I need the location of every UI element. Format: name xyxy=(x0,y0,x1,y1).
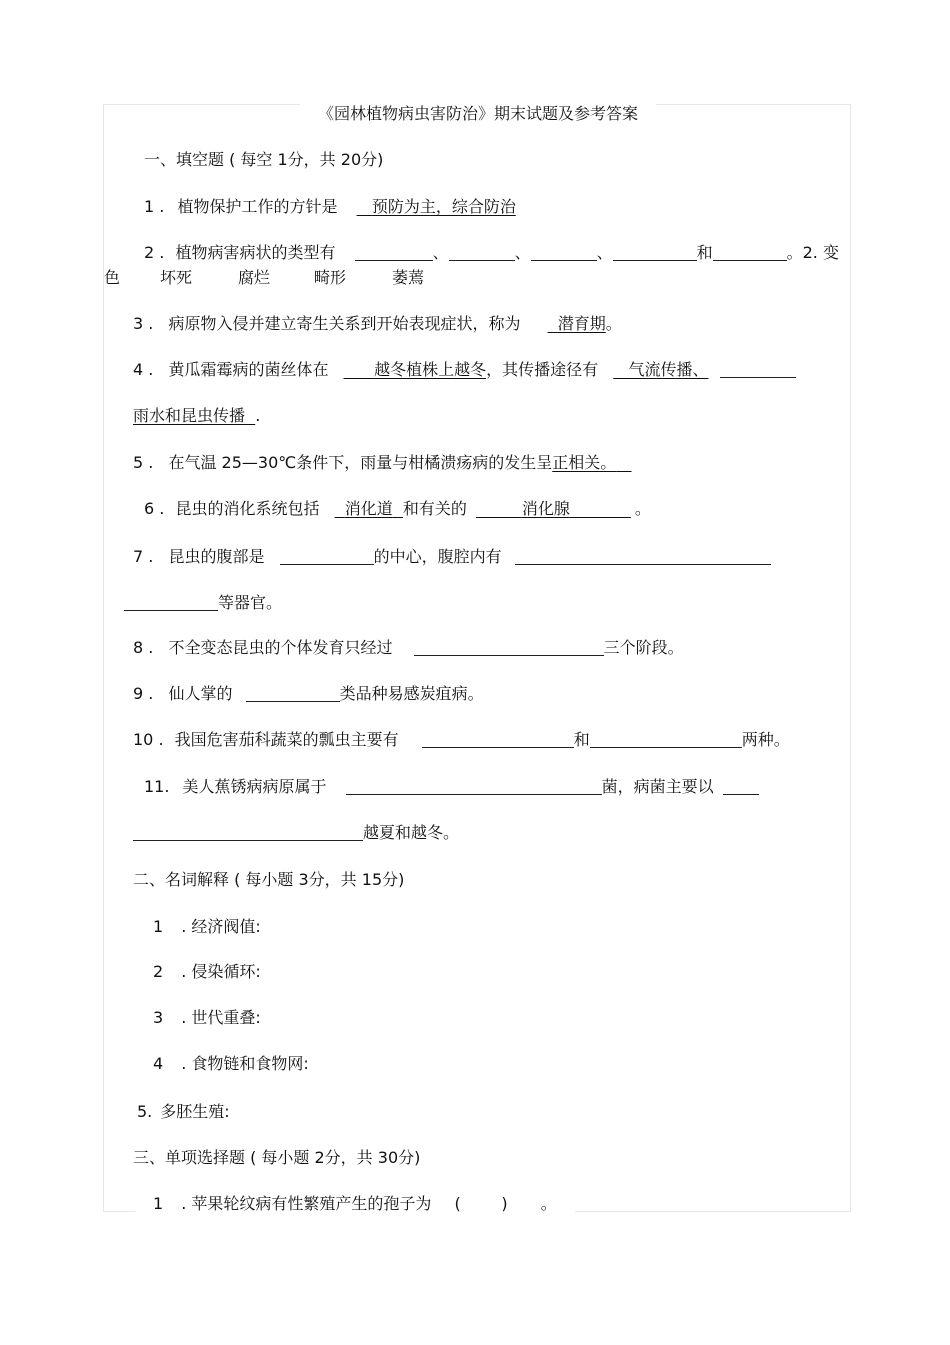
mc-q1-number: 1 xyxy=(153,1194,164,1213)
q7-number: 7 . xyxy=(133,547,154,566)
page-title: 《园林植物病虫害防治》期末试题及参考答案 xyxy=(300,104,656,124)
q2-line xyxy=(144,243,839,263)
q4-line xyxy=(133,360,796,380)
section1-heading: 一、填空题 ( 每空 1分，共 20分) xyxy=(144,150,384,169)
term-3-number: 3 xyxy=(153,1008,164,1027)
section2-heading: 二、名词解释 ( 每小题 3分，共 15分) xyxy=(133,870,405,889)
term-3-text: . 世代重叠: xyxy=(181,1008,261,1027)
term-4-text: . 食物链和食物网: xyxy=(181,1054,309,1073)
q2-answer-5: 萎蔫 xyxy=(392,268,425,287)
q7-blank-3 xyxy=(124,594,218,611)
q8-blank xyxy=(414,639,604,656)
q9-end: 类品种易感炭疽病。 xyxy=(339,684,484,703)
q7-end: 等器官。 xyxy=(218,593,283,612)
q1-answer: 预防为主，综合防治 xyxy=(371,197,516,216)
q5-answer: 正相关。 xyxy=(552,453,617,472)
mc-q1-paren: ( ) xyxy=(454,1194,508,1213)
term-2 xyxy=(153,962,261,982)
q7-line xyxy=(133,547,771,567)
q9-number: 9 . xyxy=(133,684,154,703)
q10-and: 和 xyxy=(573,730,590,749)
term-5 xyxy=(137,1102,230,1122)
q2-blank-1 xyxy=(355,244,433,261)
mc-q1-text: . 苹果轮纹病有性繁殖产生的孢子为 xyxy=(181,1194,432,1213)
mc-q1 xyxy=(135,1194,575,1220)
q8-end: 三个阶段。 xyxy=(603,638,684,657)
q3-line xyxy=(133,314,622,334)
term-1-text: . 经济阀值: xyxy=(181,917,261,936)
term-4 xyxy=(153,1054,309,1074)
q7-mid: 的中心，腹腔内有 xyxy=(373,547,502,566)
q6-number: 6 . xyxy=(144,499,165,518)
q11-line xyxy=(144,777,759,797)
q7-line-2 xyxy=(124,593,282,613)
q10-blank-1 xyxy=(422,731,574,748)
q2-sep-1: 、 xyxy=(432,243,449,262)
q2-answer-1: 色 xyxy=(104,268,121,287)
mc-q1-end: 。 xyxy=(540,1194,557,1213)
term-3 xyxy=(153,1008,261,1028)
q1-line xyxy=(144,197,516,217)
term-1-number: 1 xyxy=(153,917,164,936)
q10-text: 我国危害茄科蔬菜的瓢虫主要有 xyxy=(174,730,399,749)
q10-line xyxy=(133,730,790,750)
q3-text: 病原物入侵并建立寄生关系到开始表现症状，称为 xyxy=(168,314,521,333)
q3-answer: 潜育期 xyxy=(557,314,606,333)
q3-end: 。 xyxy=(605,314,622,333)
q11-blank-1 xyxy=(346,778,602,795)
q3-number: 3 . xyxy=(133,314,154,333)
q10-number: 10 . xyxy=(133,730,164,749)
q2-sep-3: 、 xyxy=(596,243,613,262)
q2-and: 和 xyxy=(696,243,713,262)
q4-mid: ，其传播途径有 xyxy=(486,360,599,379)
q1-number: 1 . xyxy=(144,197,165,216)
q6-answer-1: 消化道 xyxy=(344,499,393,518)
q2-answers xyxy=(104,268,424,288)
q6-line xyxy=(144,499,651,519)
q2-end: 。2. 变 xyxy=(786,243,839,262)
q5-text: 在气温 25—30℃条件下，雨量与柑橘溃疡病的发生呈 xyxy=(168,453,553,472)
q4-text: 黄瓜霜霉病的菌丝体在 xyxy=(168,360,329,379)
q1-text: 植物保护工作的方针是 xyxy=(177,197,338,216)
q5-line xyxy=(133,453,632,473)
q11-mid: 菌，病菌主要以 xyxy=(601,777,714,796)
term-2-number: 2 xyxy=(153,962,164,981)
q6-mid: 和有关的 xyxy=(402,499,467,518)
q4-number: 4 . xyxy=(133,360,154,379)
q8-text: 不全变态昆虫的个体发育只经过 xyxy=(168,638,393,657)
q11-line-2 xyxy=(133,823,459,843)
q2-blank-3 xyxy=(531,244,597,261)
q4-end: . xyxy=(255,406,261,425)
q2-answer-4: 畸形 xyxy=(314,268,347,287)
q7-blank-1 xyxy=(280,548,374,565)
q2-number: 2 . xyxy=(144,243,165,262)
q4-line-2 xyxy=(133,406,260,426)
q4-blank xyxy=(720,361,796,378)
q7-blank-2 xyxy=(515,548,771,565)
q6-answer-2: 消化腺 xyxy=(521,499,570,518)
q2-blank-5 xyxy=(713,244,787,261)
q2-blank-4 xyxy=(613,244,697,261)
section3-heading: 三、单项选择题 ( 每小题 2分，共 30分) xyxy=(133,1148,421,1167)
q2-answer-2: 坏死 xyxy=(160,268,193,287)
q8-number: 8 . xyxy=(133,638,154,657)
q11-number: 11. xyxy=(144,777,170,796)
q10-blank-2 xyxy=(590,731,742,748)
q9-blank xyxy=(246,685,340,702)
q6-end: 。 xyxy=(634,499,651,518)
q11-blank-2 xyxy=(723,778,759,795)
q4-answer-2: 气流传播、 xyxy=(628,360,709,379)
q11-end: 越夏和越冬。 xyxy=(363,823,460,842)
term-2-text: . 侵染循环: xyxy=(181,962,261,981)
q7-text: 昆虫的腹部是 xyxy=(168,547,265,566)
q10-end: 两种。 xyxy=(741,730,790,749)
q2-answer-3: 腐烂 xyxy=(238,268,271,287)
term-5-text: 多胚生殖: xyxy=(160,1102,230,1121)
q2-sep-2: 、 xyxy=(514,243,531,262)
q2-blank-2 xyxy=(449,244,515,261)
q4-answer-1: 越冬植株上越冬 xyxy=(374,360,487,379)
q9-line xyxy=(133,684,484,704)
term-4-number: 4 xyxy=(153,1054,164,1073)
q2-text: 植物病害病状的类型有 xyxy=(175,243,336,262)
q6-text: 昆虫的消化系统包括 xyxy=(175,499,320,518)
q4-answer-3: 雨水和昆虫传播 xyxy=(133,406,246,425)
term-5-number: 5. xyxy=(137,1102,153,1121)
term-1 xyxy=(153,917,261,937)
q11-blank-3 xyxy=(133,824,363,841)
q5-number: 5 . xyxy=(133,453,154,472)
q9-text: 仙人掌的 xyxy=(168,684,233,703)
q8-line xyxy=(133,638,684,658)
q11-text: 美人蕉锈病病原属于 xyxy=(182,777,327,796)
